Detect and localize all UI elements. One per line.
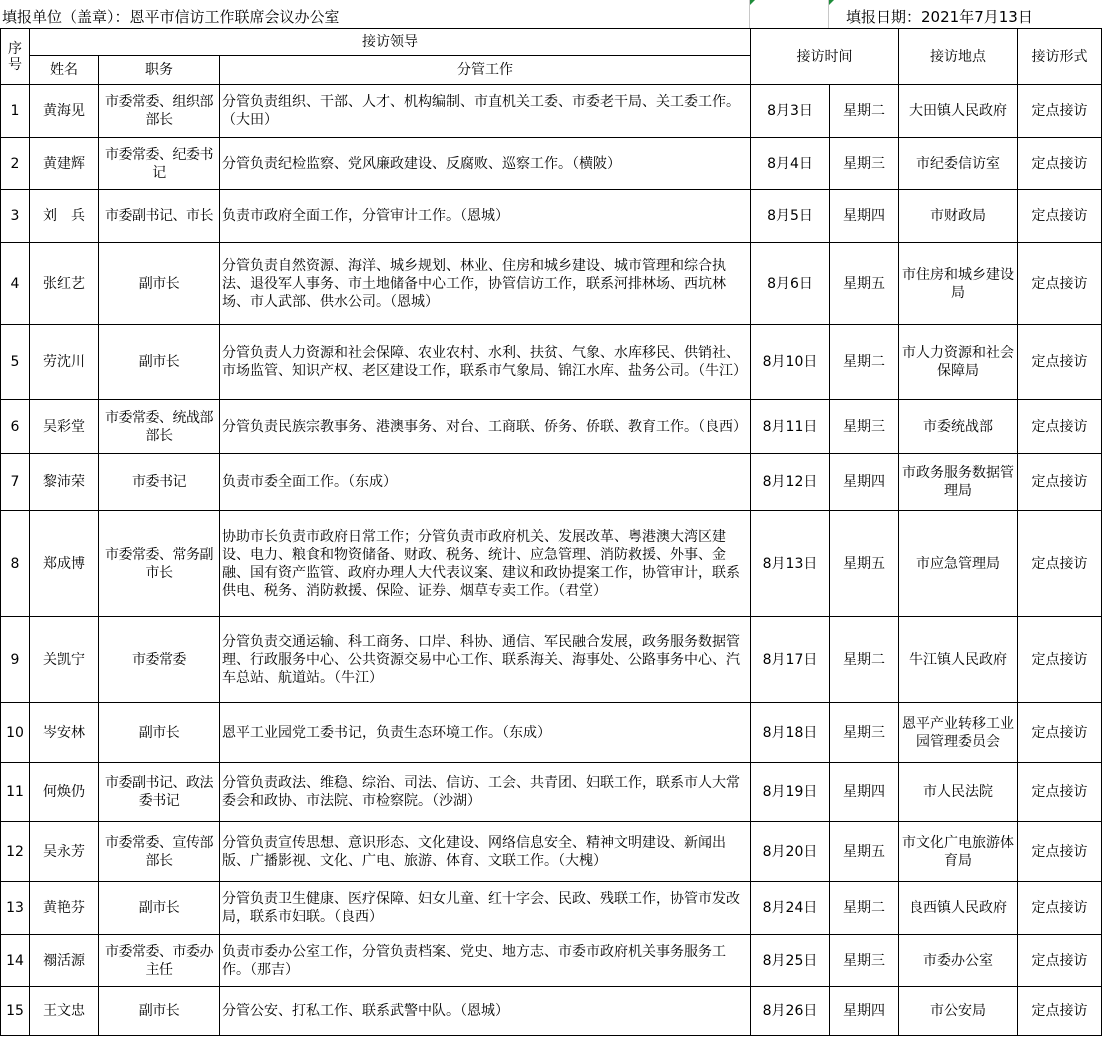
date-cell: 8月24日 (751, 882, 830, 935)
location-cell: 市财政局 (899, 190, 1018, 243)
table-row (1, 987, 1102, 1036)
position-cell: 市委副书记、市长 (99, 190, 220, 243)
position-cell: 市委常委 (99, 617, 220, 703)
duties-cell: 负责市委全面工作。（东成） (220, 454, 751, 511)
weekday-cell: 星期三 (830, 703, 899, 763)
table-row (1, 703, 1102, 763)
position-cell: 市委副书记、政法委书记 (99, 763, 220, 822)
name-cell: 黄艳芬 (30, 882, 99, 935)
location-cell: 恩平产业转移工业园管理委员会 (899, 703, 1018, 763)
location-cell: 牛江镇人民政府 (899, 617, 1018, 703)
form-cell: 定点接访 (1018, 763, 1102, 822)
form-cell: 定点接访 (1018, 138, 1102, 190)
position-cell: 副市长 (99, 325, 220, 400)
name-cell: 何焕仍 (30, 763, 99, 822)
position-cell: 市委常委、宣传部部长 (99, 822, 220, 882)
reception-schedule-table (0, 28, 1102, 1036)
weekday-cell: 星期五 (830, 511, 899, 617)
cell-comment-marker (750, 0, 755, 5)
weekday-cell: 星期四 (830, 987, 899, 1036)
location-cell: 市应急管理局 (899, 511, 1018, 617)
weekday-cell: 星期二 (830, 85, 899, 138)
duties-cell: 分管负责组织、干部、人才、机构编制、市直机关工委、市委老干局、关工委工作。（大田） (220, 85, 751, 138)
location-cell: 市人力资源和社会保障局 (899, 325, 1018, 400)
position-cell: 市委书记 (99, 454, 220, 511)
date-cell: 8月19日 (751, 763, 830, 822)
date-cell: 8月17日 (751, 617, 830, 703)
duties-cell: 分管负责交通运输、科工商务、口岸、科协、通信、军民融合发展，政务服务数据管理、行政服务中心、公共资源交易中心工作、联系海关、海事处、公路事务中心、汽车总站、航道站。（牛江） (220, 617, 751, 703)
duties-cell: 分管负责卫生健康、医疗保障、妇女儿童、红十字会、民政、残联工作，协管市发改局，联系市妇联。（良西） (220, 882, 751, 935)
form-cell: 定点接访 (1018, 935, 1102, 987)
location-cell: 良西镇人民政府 (899, 882, 1018, 935)
form-cell: 定点接访 (1018, 511, 1102, 617)
name-cell: 岑安林 (30, 703, 99, 763)
unit-name: 恩平市信访工作联席会议办公室 (129, 8, 340, 26)
seq-cell: 10 (1, 703, 30, 763)
seq-cell: 11 (1, 763, 30, 822)
duties-cell: 分管负责政法、维稳、综治、司法、信访、工会、共青团、妇联工作，联系市人大常委会和政协、市法院、市检察院。（沙湖） (220, 763, 751, 822)
location-cell: 市公安局 (899, 987, 1018, 1036)
col-location-header: 接访地点 (899, 29, 1018, 85)
seq-cell: 8 (1, 511, 30, 617)
seq-cell: 7 (1, 454, 30, 511)
form-cell: 定点接访 (1018, 85, 1102, 138)
weekday-cell: 星期二 (830, 617, 899, 703)
location-cell: 市人民法院 (899, 763, 1018, 822)
seq-cell: 9 (1, 617, 30, 703)
name-cell: 刘 兵 (30, 190, 99, 243)
form-cell: 定点接访 (1018, 617, 1102, 703)
weekday-cell: 星期五 (830, 243, 899, 325)
table-row (1, 325, 1102, 400)
name-cell: 王文忠 (30, 987, 99, 1036)
report-header (0, 0, 1102, 28)
position-cell: 市委常委、统战部部长 (99, 400, 220, 454)
position-cell: 市委常委、市委办主任 (99, 935, 220, 987)
col-seq-header: 序号 (1, 29, 30, 85)
name-cell: 黄海见 (30, 85, 99, 138)
weekday-cell: 星期四 (830, 190, 899, 243)
table-row (1, 617, 1102, 703)
seq-cell: 6 (1, 400, 30, 454)
seq-cell: 13 (1, 882, 30, 935)
weekday-cell: 星期三 (830, 400, 899, 454)
location-cell: 市委办公室 (899, 935, 1018, 987)
table-row (1, 882, 1102, 935)
col-time-header: 接访时间 (751, 29, 899, 85)
table-row (1, 511, 1102, 617)
table-row (1, 400, 1102, 454)
name-cell: 劳沈川 (30, 325, 99, 400)
location-cell: 市住房和城乡建设局 (899, 243, 1018, 325)
seq-cell: 3 (1, 190, 30, 243)
duties-cell: 分管公安、打私工作、联系武警中队。（恩城） (220, 987, 751, 1036)
duties-cell: 恩平工业园党工委书记，负责生态环境工作。（东成） (220, 703, 751, 763)
position-cell: 副市长 (99, 703, 220, 763)
seq-cell: 1 (1, 85, 30, 138)
duties-cell: 分管负责自然资源、海洋、城乡规划、林业、住房和城乡建设、城市管理和综合执法、退役军人事务、市土地储备中心工作，协管信访工作，联系河排林场、西坑林场、市人武部、供水公司。（恩城） (220, 243, 751, 325)
name-cell: 张红艺 (30, 243, 99, 325)
table-row (1, 935, 1102, 987)
form-cell: 定点接访 (1018, 325, 1102, 400)
col-name-header: 姓名 (30, 56, 99, 85)
col-duties-header: 分管工作 (220, 56, 751, 85)
date-cell: 8月5日 (751, 190, 830, 243)
date-cell: 8月6日 (751, 243, 830, 325)
position-cell: 副市长 (99, 243, 220, 325)
table-row (1, 763, 1102, 822)
col-form-header: 接访形式 (1018, 29, 1102, 85)
seq-cell: 5 (1, 325, 30, 400)
form-cell: 定点接访 (1018, 822, 1102, 882)
duties-cell: 分管负责宣传思想、意识形态、文化建设、网络信息安全、精神文明建设、新闻出版、广播影视、文化、广电、旅游、体育、文联工作。（大槐） (220, 822, 751, 882)
date-cell: 8月26日 (751, 987, 830, 1036)
date-cell: 8月13日 (751, 511, 830, 617)
form-cell: 定点接访 (1018, 882, 1102, 935)
table-row (1, 85, 1102, 138)
table-row (1, 243, 1102, 325)
cell-comment-marker (829, 0, 834, 5)
date-cell: 8月20日 (751, 822, 830, 882)
col-leader-group-header: 接访领导 (30, 29, 751, 56)
date-value: 2021年7月13日 (921, 8, 1033, 26)
location-cell: 市政务服务数据管理局 (899, 454, 1018, 511)
weekday-cell: 星期三 (830, 138, 899, 190)
position-cell: 副市长 (99, 987, 220, 1036)
form-cell: 定点接访 (1018, 243, 1102, 325)
date-label: 填报日期： (846, 8, 922, 26)
location-cell: 市纪委信访室 (899, 138, 1018, 190)
date-cell: 8月25日 (751, 935, 830, 987)
form-cell: 定点接访 (1018, 400, 1102, 454)
position-cell: 市委常委、常务副市长 (99, 511, 220, 617)
location-cell: 市文化广电旅游体育局 (899, 822, 1018, 882)
name-cell: 郑成博 (30, 511, 99, 617)
date-cell: 8月12日 (751, 454, 830, 511)
date-cell: 8月11日 (751, 400, 830, 454)
weekday-cell: 星期三 (830, 935, 899, 987)
unit-label: 填报单位（盖章）： (2, 8, 130, 26)
col-position-header: 职务 (99, 56, 220, 85)
date-cell: 8月18日 (751, 703, 830, 763)
form-cell: 定点接访 (1018, 454, 1102, 511)
location-cell: 大田镇人民政府 (899, 85, 1018, 138)
weekday-cell: 星期二 (830, 325, 899, 400)
table-row (1, 454, 1102, 511)
weekday-cell: 星期四 (830, 763, 899, 822)
form-cell: 定点接访 (1018, 190, 1102, 243)
duties-cell: 分管负责民族宗教事务、港澳事务、对台、工商联、侨务、侨联、教育工作。（良西） (220, 400, 751, 454)
position-cell: 副市长 (99, 882, 220, 935)
form-cell: 定点接访 (1018, 987, 1102, 1036)
duties-cell: 负责市委办公室工作，分管负责档案、党史、地方志、市委市政府机关事务服务工作。（那吉） (220, 935, 751, 987)
seq-cell: 15 (1, 987, 30, 1036)
duties-cell: 协助市长负责市政府日常工作；分管负责市政府机关、发展改革、粤港澳大湾区建设、电力、粮食和物资储备、财政、税务、统计、应急管理、消防救援、外事、金融、国有资产监管、政府办理人大代表议案、建议和政协提案工作，协管审计，联系供电、税务、消防救援、保险、证券、烟草专卖工作。（君堂） (220, 511, 751, 617)
duties-cell: 分管负责人力资源和社会保障、农业农村、水利、扶贫、气象、水库移民、供销社、市场监管、知识产权、老区建设工作，联系市气象局、锦江水库、盐务公司。（牛江） (220, 325, 751, 400)
table-row (1, 822, 1102, 882)
position-cell: 市委常委、组织部部长 (99, 85, 220, 138)
date-cell: 8月10日 (751, 325, 830, 400)
weekday-cell: 星期四 (830, 454, 899, 511)
name-cell: 黄建辉 (30, 138, 99, 190)
table-row (1, 138, 1102, 190)
seq-cell: 14 (1, 935, 30, 987)
date-cell: 8月3日 (751, 85, 830, 138)
seq-cell: 12 (1, 822, 30, 882)
date-cell: 8月4日 (751, 138, 830, 190)
duties-cell: 负责市政府全面工作，分管审计工作。（恩城） (220, 190, 751, 243)
name-cell: 吴永芳 (30, 822, 99, 882)
location-cell: 市委统战部 (899, 400, 1018, 454)
table-row (1, 190, 1102, 243)
name-cell: 禤活源 (30, 935, 99, 987)
form-cell: 定点接访 (1018, 703, 1102, 763)
seq-cell: 4 (1, 243, 30, 325)
report-date (846, 6, 1033, 27)
name-cell: 吴彩堂 (30, 400, 99, 454)
report-unit (2, 6, 340, 27)
name-cell: 黎沛荣 (30, 454, 99, 511)
name-cell: 关凯宁 (30, 617, 99, 703)
seq-cell: 2 (1, 138, 30, 190)
weekday-cell: 星期五 (830, 822, 899, 882)
position-cell: 市委常委、纪委书记 (99, 138, 220, 190)
weekday-cell: 星期二 (830, 882, 899, 935)
duties-cell: 分管负责纪检监察、党风廉政建设、反腐败、巡察工作。（横陂） (220, 138, 751, 190)
